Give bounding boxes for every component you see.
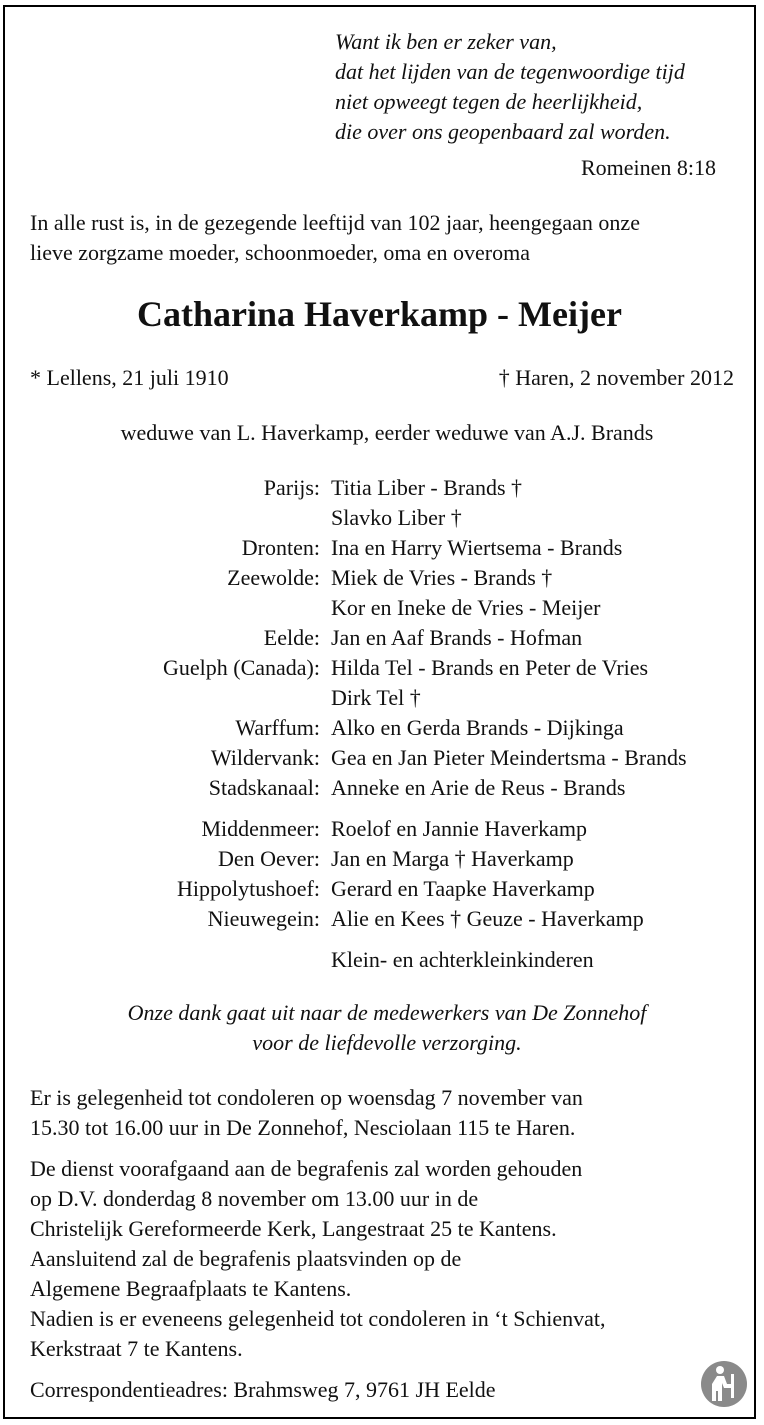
family-names: Anneke en Arie de Reus - Brands	[331, 775, 626, 800]
family-names: Gerard en Taapke Haverkamp	[331, 876, 595, 901]
family-place: Wildervank:	[210, 745, 320, 770]
family-row	[5, 653, 754, 683]
deceased-name: Catharina Haverkamp - Meijer	[137, 294, 622, 334]
family-place: Parijs:	[263, 475, 320, 500]
family-names: Gea en Jan Pieter Meindertsma - Brands	[331, 745, 687, 770]
correspondence-address: Correspondentieadres: Brahmsweg 7, 9761 JH Eelde	[30, 1377, 496, 1402]
family-row	[5, 593, 754, 623]
family-row	[5, 874, 754, 904]
family-names: Alko en Gerda Brands - Dijkinga	[331, 715, 624, 740]
family-names: Dirk Tel †	[331, 685, 421, 710]
family-row	[5, 844, 754, 874]
family-place: Dronten:	[241, 535, 320, 560]
family-row	[5, 743, 754, 773]
family-names: Miek de Vries - Brands †	[331, 565, 553, 590]
family-place: Guelph (Canada):	[163, 655, 320, 680]
family-names: Jan en Marga † Haverkamp	[331, 846, 574, 871]
service-line-1: De dienst voorafgaand aan de begrafenis zal worden gehouden	[30, 1156, 583, 1181]
family-row	[5, 503, 754, 533]
family-place: Eelde:	[263, 625, 320, 650]
family-row	[5, 713, 754, 743]
family-place: Zeewolde:	[227, 565, 320, 590]
service-line-7: Kerkstraat 7 te Kantens.	[30, 1336, 243, 1361]
quote-line-1: Want ik ben er zeker van,	[335, 29, 557, 54]
condolence-line-1: Er is gelegenheid tot condoleren op woensdag 7 november van	[30, 1085, 583, 1110]
family-place: Stadskanaal:	[208, 775, 320, 800]
service-line-5: Algemene Begraafplaats te Kantens.	[30, 1276, 352, 1301]
service-line-2: op D.V. donderdag 8 november om 13.00 uur in de	[30, 1186, 479, 1211]
death-info: † Haren, 2 november 2012	[498, 365, 734, 390]
family-place: Middenmeer:	[201, 816, 320, 841]
family-names: Jan en Aaf Brands - Hofman	[331, 625, 583, 650]
family-place: Nieuwegein:	[207, 906, 320, 931]
family-place: Warffum:	[235, 715, 320, 740]
family-row	[5, 814, 754, 844]
family-names: Ina en Harry Wiertsema - Brands	[331, 535, 623, 560]
memorial-logo-icon	[700, 1360, 748, 1408]
family-names: Titia Liber - Brands †	[331, 475, 523, 500]
condolence-line-2: 15.30 tot 16.00 uur in De Zonnehof, Nesciolaan 115 te Haren.	[30, 1115, 576, 1140]
service-line-6: Nadien is er eveneens gelegenheid tot condoleren in ‘t Schienvat,	[30, 1306, 606, 1331]
family-row	[5, 904, 754, 934]
thanks-line-1: Onze dank gaat uit naar de medewerkers van De Zonnehof	[127, 1000, 647, 1025]
quote-line-2: dat het lijden van de tegenwoordige tijd	[335, 59, 685, 84]
birth-info: * Lellens, 21 juli 1910	[30, 365, 229, 390]
family-names: Alie en Kees † Geuze - Haverkamp	[331, 906, 644, 931]
intro-line-2: lieve zorgzame moeder, schoonmoeder, oma en overoma	[30, 240, 530, 265]
family-names: Hilda Tel - Brands en Peter de Vries	[331, 655, 649, 680]
family-row	[5, 683, 754, 713]
service-line-4: Aansluitend zal de begrafenis plaatsvinden op de	[30, 1246, 462, 1271]
thanks-line-2: voor de liefdevolle verzorging.	[252, 1030, 522, 1055]
family-row	[5, 473, 754, 503]
family-row	[5, 563, 754, 593]
obituary-notice	[3, 5, 756, 1419]
intro-line-1: In alle rust is, in de gezegende leeftijd van 102 jaar, heengegaan onze	[30, 210, 640, 235]
quote-reference: Romeinen 8:18	[580, 155, 716, 180]
grandchildren-line: Klein- en achterkleinkinderen	[331, 947, 594, 972]
widow-line: weduwe van L. Haverkamp, eerder weduwe van A.J. Brands	[120, 420, 654, 445]
service-line-3: Christelijk Gereformeerde Kerk, Langestraat 25 te Kantens.	[30, 1216, 557, 1241]
family-names: Kor en Ineke de Vries - Meijer	[331, 595, 601, 620]
quote-line-4: die over ons geopenbaard zal worden.	[335, 119, 671, 144]
family-row	[5, 623, 754, 653]
family-place: Den Oever:	[217, 846, 320, 871]
family-names: Roelof en Jannie Haverkamp	[331, 816, 587, 841]
quote-line-3: niet opweegt tegen de heerlijkheid,	[335, 89, 643, 114]
family-row	[5, 773, 754, 803]
family-names: Slavko Liber †	[331, 505, 462, 530]
family-place: Hippolytushoef:	[177, 876, 320, 901]
family-row	[5, 533, 754, 563]
